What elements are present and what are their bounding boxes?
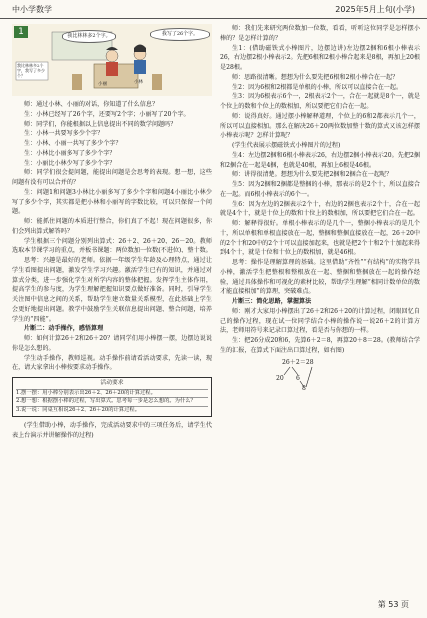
activity-item: 2.想一想：根据摆小棒的过程，写出算式。思考每一步是怎么想的。为什么？ (16, 397, 208, 406)
paragraph: 生1：(借助磁铁式小棒图片，边摆边讲)左边摆2捆和6根小棒表示26，右边摆2根小棒表示2。先把6根和2根小棒合起来是8根，再加上20根是28根。 (220, 44, 420, 71)
lesson-text-part1 (12, 100, 212, 324)
paragraph: (学生代表展示摆磁铁式小棒图片的过程) (232, 142, 341, 149)
paragraph: 生：把26分成20和6，先算6＋2＝8，再算20＋8＝28。(教师结合学生的汇报，在算式下面注出口算过程，如右图) (220, 337, 420, 354)
page-header (0, 0, 427, 19)
paragraph: 生6：因为左边的2捆表示2个十，右边的2捆也表示2个十，合在一起就是4个十，就是十位上的数和十位上的数相加，所以要把它们合在一起。 (220, 200, 420, 218)
page-number: 第 53 页 (377, 600, 409, 609)
paragraph: 师：我们先来研究两位数加一位数，看看，听听这位同学是怎样摆小棒的？是怎样计算的？ (220, 25, 420, 42)
name-label-right: 小林 (134, 80, 143, 85)
classroom-illustration (12, 24, 212, 96)
oral-calculation-diagram (220, 358, 420, 392)
right-column (220, 24, 420, 392)
calc-expression: 26＋2＝28 (282, 358, 314, 366)
paragraph: 生：小林、小丽一共写了多少个字？ (24, 140, 122, 147)
activity-item: 3.说一说：同桌互相说26＋2、26＋20的计算过程。 (16, 406, 208, 415)
paragraph: 师：同学们很会提问题，能提出问题是会思考的表现。想一想，这些问题有没有可以合并的？ (12, 169, 212, 186)
name-label-left: 小丽 (98, 82, 107, 87)
lesson-text-part2 (12, 334, 212, 373)
section-heading-3: 片断三：简化思路，掌握算法 (232, 298, 312, 305)
paragraph: 师：讲得很清楚。想想为什么要先把2捆和2捆合在一起呢？ (232, 171, 393, 179)
activity-requirements-box (12, 377, 212, 417)
left-column (12, 24, 212, 441)
paragraph: 生：小丽比小林少写了多少个字？ (24, 159, 116, 167)
paragraph: 思考：兴趣是最好的老师。依据一年级学生年龄及心理特点，通过让学生看图提出问题，激发学生学习兴趣。激活学生已有的知识，并通过对算式分类，进一步强化学生对所学内容的整体把握。发挥学生主体作用，提高学生的参与度，为学生理解把握知识要点做好准备。同时，引导学生关注图中信息之间的关系，帮助学生建立数量关系模型，在此基础上学生会更好地提出问题。教学中鼓励学生关联信息提出问题、整合问题，培养学生的“四能”。 (12, 257, 212, 323)
paragraph: 生4：左边摆2捆和6根小棒表示26，右边摆2捆小棒表示20。先把2捆和2捆合在一起是4捆，也就是40根，再加上6根是46根。 (220, 151, 420, 169)
paragraph: 生：问题1和问题3小林比小丽多写了多少个字和问题4小丽比小林少写了多少个字，其实都是把小林和小丽写的字数比较，可以只保留一个问题。 (12, 188, 212, 216)
activity-item: 1.摆一摆：用小棒分别表示出26＋2、26＋20的计算过程。 (16, 389, 208, 398)
paragraph: 师：同学们，你能根据以上信息提出不同的数学问题吗？ (24, 120, 177, 128)
small-note: 我比林林多2个字，我写了多少个？ (17, 63, 45, 79)
calc-lines (220, 358, 420, 392)
paragraph: 思考：操作是理解算理的基础。这里借助“齐性”“有结构”的实物学具小棒，激活学生把整根和整根放在一起、整捆和整捆放在一起的操作经验，通过具体操作和可视化的素材比较，帮助学生理解“相同计数单位的数才能直接相加”的算理，突破难点。 (220, 259, 420, 296)
paragraph: 生2：因为6根和2根都是单根的小棒，所以可以直接合在一起。 (232, 83, 403, 91)
paragraph: 师：说得真好。通过摆小棒解释道理，个位上的6和2都表示几个一，所以可以直接相加。那么在解决26＋20两位数加整十数的算式又该怎样摆小棒表示呢？怎样计算呢？ (220, 112, 420, 140)
paragraph: 学生根据三个问题分别列出算式：26＋2、26＋20、26－20。教师选取本节课学习的重点，并板书课题：两位数加一位数(不进位)、整十数。 (12, 237, 212, 255)
paragraph: 师：能抓住问题的本质进行整合，你们真了不起！现在问题很多，你们会列出算式解答吗？ (12, 218, 212, 235)
paragraph: 师：如何计算26＋2和26＋20？请同学们用小棒摆一摆，边摆边说说你是怎么想的。 (12, 335, 212, 352)
lesson-text-part3 (12, 421, 212, 441)
paragraph: 生3：因为6根表示6个一，2根表示2个一，合在一起就是8个一，就是个位上的数和个位上的数相加，所以要把它们合在一起。 (220, 93, 420, 110)
speech-bubble-right: 我写了26个字。 (150, 28, 210, 41)
journal-title: 中小学数学 (12, 5, 52, 14)
paragraph: 师：思路很清晰。想想为什么要先把6根和2根小棒合在一起？ (232, 73, 399, 81)
paragraph: 师：刚才大家用小棒摆出了26＋2和26＋20的计算过程，闭眼回忆自己的操作过程，现在试一位同学结合小棒的操作说一说26＋2的计算方法，老师用符号来记录口算过程，看是否与你想的一样。 (220, 307, 420, 335)
section-heading-2: 片断二：动手操作，感悟算理 (24, 325, 104, 333)
paragraph: (学生借助小棒，动手操作，完成活动要求中的三项任务后，请学生代表上台演示并讲解操作的过程) (12, 422, 212, 440)
example-number-badge: 1 (14, 26, 28, 38)
paragraph: 师：通过小林、小丽的对话，你知道了什么信息？ (24, 101, 159, 108)
paragraph: 生5：因为2捆和2捆都是整捆的小棒，那表示的是2个十，所以直接合在一起。而6根小棒表示的6个一。 (220, 181, 420, 198)
paragraph: 生：小林已经写了26个字，还要写2个字；小丽写了20个字。 (24, 110, 190, 118)
calc-split-ones: 6 (296, 374, 300, 382)
calc-split-tens: 20 (276, 374, 284, 382)
issue-date: 2025年5月上旬(小学) (335, 5, 415, 14)
paragraph: 学生动手操作，教师巡视。动手操作前请看活动要求，先读一读，现在，请大家拿出小棒按要求动手操作。 (12, 354, 212, 372)
activity-title: 活动要求 (100, 380, 124, 386)
paragraph: 生：小林比小丽多写了多少个字？ (24, 149, 116, 157)
lesson-text-part5 (220, 307, 420, 356)
lesson-text-part4 (220, 24, 420, 297)
calc-ones-sum: 8 (302, 384, 306, 392)
paragraph: 生：小林一共要写多少个字？ (24, 130, 104, 138)
speech-bubble-left: 我比林林多2个字。 (62, 30, 116, 43)
paragraph: 师：解释得很好。单根小棒表示的是几个一，整捆小棒表示的是几个十，所以单根和单根直接放在一起，整捆和整捆直接放在一起，26＋20中的2个十和20中的2个十可以直接加起来，也就是把2个十和2个十加起来得到4个十，就是十位和十位上的数相加，就是46根。 (220, 220, 420, 257)
